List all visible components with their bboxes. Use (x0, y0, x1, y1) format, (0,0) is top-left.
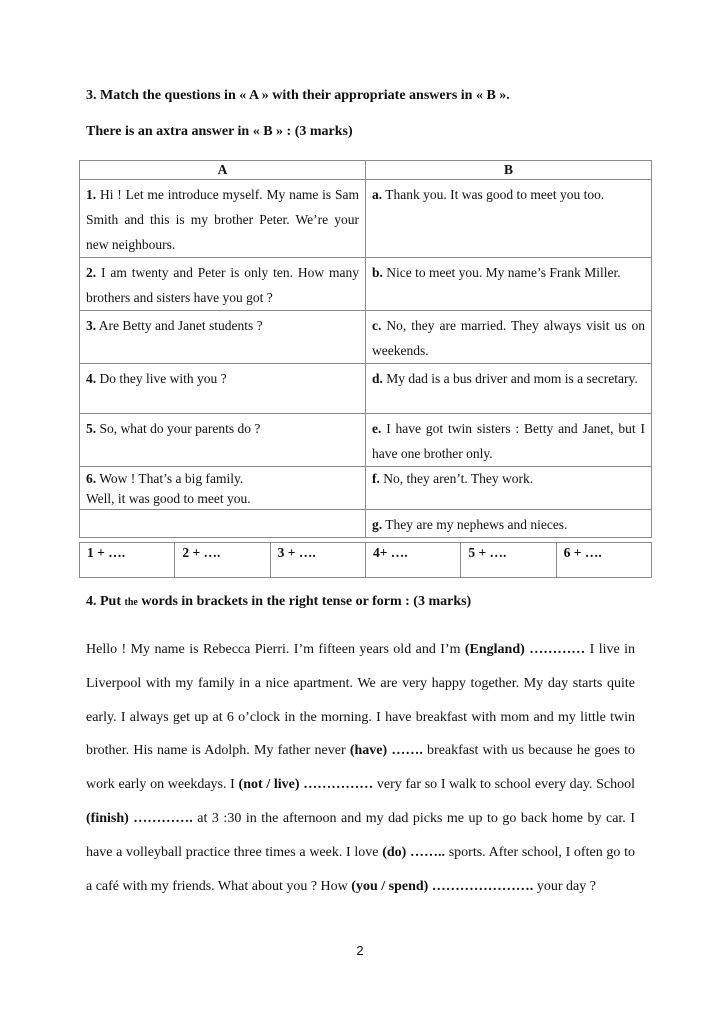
column-b-header: B (366, 161, 652, 180)
blank-you-spend[interactable]: (you / spend) …………………. (351, 878, 534, 894)
blank-not-live[interactable]: (not / live) …………… (238, 777, 374, 793)
answer-slot-6[interactable]: 6 + …. (556, 543, 651, 578)
table-row (80, 467, 652, 510)
question-4: 4. Do they live with you ? (80, 364, 366, 414)
answer-a: a. Thank you. It was good to meet you too. (366, 180, 652, 258)
blank-england[interactable]: (England) ………… (464, 642, 586, 657)
question-1: 1. Hi ! Let me introduce myself. My name is Sam Smith and this is my brother Peter. We’re your new neighbours. (80, 180, 366, 258)
table-row (80, 414, 652, 467)
answer-g: g. They are my nephews and nieces. (366, 510, 652, 538)
question-empty (80, 510, 366, 538)
table-row (80, 311, 652, 364)
exercise-3-title: 3. Match the questions in « A » with their appropriate answers in « B ». (86, 88, 510, 103)
answer-slot-3[interactable]: 3 + …. (270, 543, 365, 578)
blank-have[interactable]: (have) ……. (349, 743, 423, 759)
answer-slot-2[interactable]: 2 + …. (175, 543, 270, 578)
answer-grid (79, 542, 652, 578)
answer-f: f. No, they aren’t. They work. (366, 467, 652, 510)
answer-slot-1[interactable]: 1 + …. (80, 543, 175, 578)
blank-finish[interactable]: (finish) …………. (86, 810, 193, 826)
answer-b: b. Nice to meet you. My name’s Frank Miller. (366, 258, 652, 311)
table-row (80, 180, 652, 258)
exercise-4-title: 4. Put the words in brackets in the right tense or form : (3 marks) (86, 594, 472, 609)
table-row (80, 364, 652, 414)
answer-e: e. I have got twin sisters : Betty and Janet, but I have one brother only. (366, 414, 652, 467)
blank-do[interactable]: (do) …….. (382, 844, 446, 860)
column-a-header: A (80, 161, 366, 180)
answer-d: d. My dad is a bus driver and mom is a secretary. (366, 364, 652, 414)
matching-table (79, 160, 652, 538)
question-5: 5. So, what do your parents do ? (80, 414, 366, 467)
table-row (80, 510, 652, 538)
page-number: 2 (356, 943, 364, 958)
table-header-row (80, 161, 652, 180)
answer-slot-5[interactable]: 5 + …. (461, 543, 556, 578)
question-6: 6. Wow ! That’s a big family. Well, it was good to meet you. (80, 467, 366, 510)
answer-c: c. No, they are married. They always visit us on weekends. (366, 311, 652, 364)
question-3: 3. Are Betty and Janet students ? (80, 311, 366, 364)
question-2: 2. I am twenty and Peter is only ten. How many brothers and sisters have you got ? (80, 258, 366, 311)
table-row (80, 258, 652, 311)
exercise-3-subtitle: There is an axtra answer in « B » : (3 marks) (86, 124, 353, 139)
exercise-4-paragraph: Hello ! My name is Rebecca Pierri. I’m fifteen years old and I’m (England) ………… I live in Liverpool with my family in a nice apartment. We are very happy together. My day starts quite early. I always get up at 6 o’clock in the morning. I have breakfast with mom and my little twin brother. His name is Adolph. My father never (have) ……. breakfast with us because he goes to work early on weekdays. I (not / live) …………… very far so I walk to school every day. School (finish) …………. at 3 :30 in the afternoon and my dad picks me up to go back home by car. I have a volleyball practice three times a week. I love (do) …….. sports. After school, I often go to a café with my friends. What about you ? How (you / spend) …………………. your day ? (86, 642, 636, 894)
answer-slot-4[interactable]: 4+ …. (365, 543, 460, 578)
